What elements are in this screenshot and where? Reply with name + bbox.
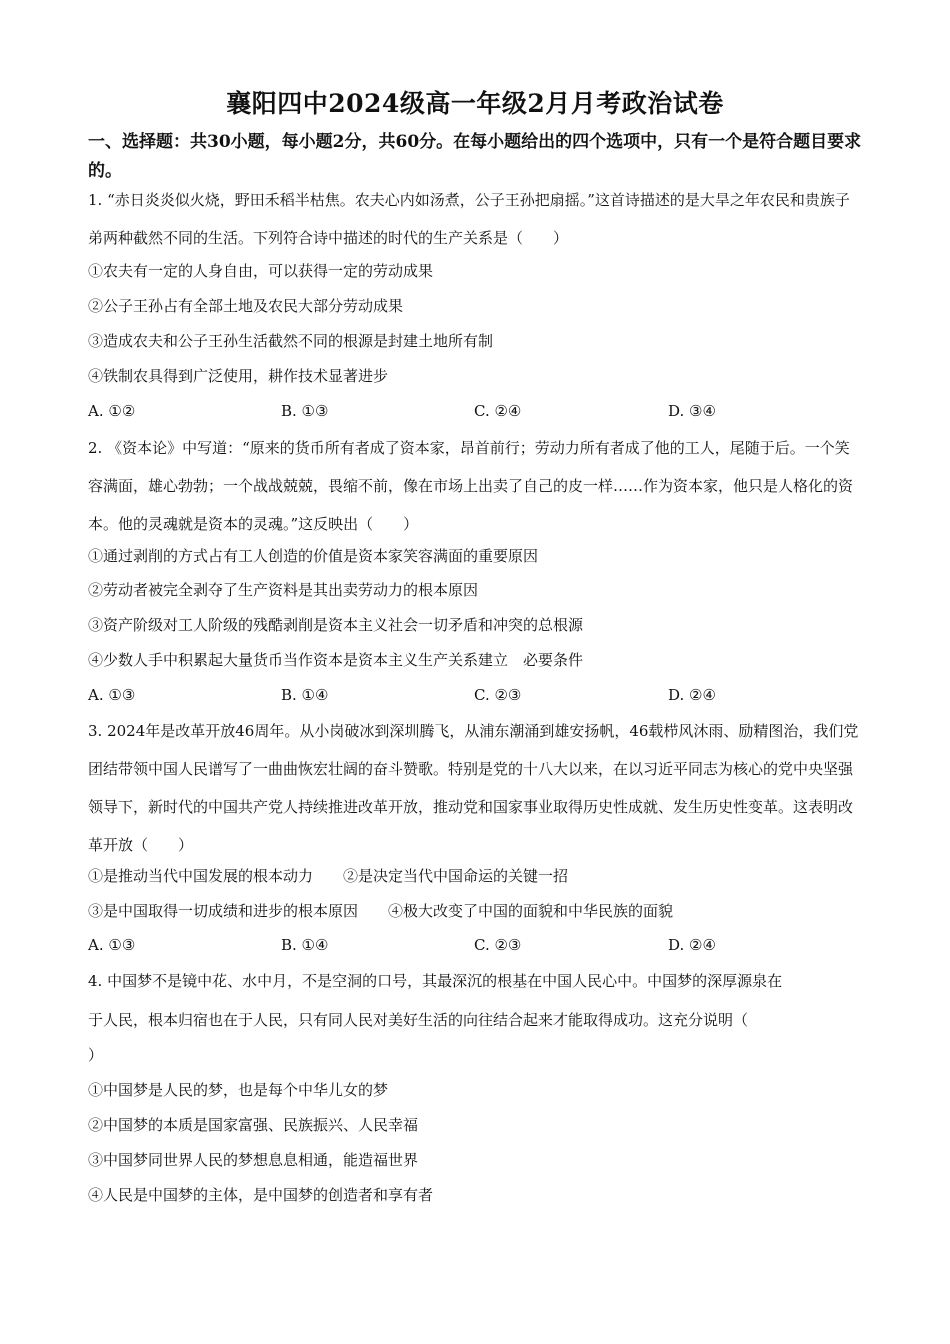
- question-4-stem-line-2: 于人民，根本归宿也在于人民，只有同人民对美好生活的向往结合起来才能取得成功。这充分说明（: [88, 1011, 749, 1029]
- question-1-option-c[interactable]: C. ②④: [474, 402, 522, 420]
- question-2-option-d[interactable]: D. ②④: [668, 686, 716, 704]
- question-2-option-a[interactable]: A. ①③: [88, 686, 136, 704]
- question-3-items-row-2: ③是中国取得一切成绩和进步的根本原因 ④极大改变了中国的面貌和中华民族的面貌: [88, 902, 674, 920]
- question-3-option-d[interactable]: D. ②④: [668, 936, 716, 954]
- page-title: 襄阳四中2024级高一年级2月月考政治试卷: [226, 89, 724, 118]
- question-1-item-2: ②公子王孙占有全部土地及农民大部分劳动成果: [88, 297, 404, 315]
- question-2-item-2: ②劳动者被完全剥夺了生产资料是其出卖劳动力的根本原因: [88, 581, 479, 599]
- question-1-option-a[interactable]: A. ①②: [88, 402, 136, 420]
- question-1-option-b[interactable]: B. ①③: [281, 402, 329, 420]
- question-4-item-3: ③中国梦同世界人民的梦想息息相通，能造福世界: [88, 1151, 419, 1169]
- question-2-item-3: ③资产阶级对工人阶级的残酷剥削是资本主义社会一切矛盾和冲突的总根源: [88, 616, 584, 634]
- question-4-stem-line-3: ）: [88, 1046, 104, 1064]
- question-2-item-1: ①通过剥削的方式占有工人创造的价值是资本家笑容满面的重要原因: [88, 547, 539, 565]
- question-2-option-b[interactable]: B. ①④: [281, 686, 329, 704]
- question-1-item-1: ①农夫有一定的人身自由，可以获得一定的劳动成果: [88, 262, 434, 280]
- question-2-stem: 2. 《资本论》中写道：“原来的货币所有者成了资本家，昂首前行；劳动力所有者成了他的工人，尾随于后。一个笑容满面，雄心勃勃；一个战战兢兢，畏缩不前，像在市场上出卖了自己的皮一样……作为资本家，他只是人格化的资本。他的灵魂就是资本的灵魂。”这反映出（ ）: [88, 439, 854, 533]
- question-4-item-4: ④人民是中国梦的主体，是中国梦的创造者和享有者: [88, 1186, 434, 1204]
- question-3-items-row-1: ①是推动当代中国发展的根本动力 ②是决定当代中国命运的关键一招: [88, 867, 569, 885]
- question-3-option-c[interactable]: C. ②③: [474, 936, 522, 954]
- question-3-stem: 3. 2024年是改革开放46周年。从小岗破冰到深圳腾飞，从浦东潮涌到雄安扬帆，46载栉风沐雨、励精图治，我们党团结带领中国人民谱写了一曲曲恢宏壮阔的奋斗赞歌。特别是党的十八大以来，在以习近平同志为核心的党中央坚强领导下，新时代的中国共产党人持续推进改革开放，推动党和国家事业取得历史性成就、发生历史性变革。这表明改革开放（ ）: [88, 722, 859, 854]
- question-3-option-b[interactable]: B. ①④: [281, 936, 329, 954]
- question-2-item-4: ④少数人手中积累起大量货币当作资本是资本主义生产关系建立 必要条件: [88, 651, 584, 669]
- question-1-item-3: ③造成农夫和公子王孙生活截然不同的根源是封建土地所有制: [88, 332, 494, 350]
- question-1-item-4: ④铁制农具得到广泛使用，耕作技术显著进步: [88, 367, 389, 385]
- question-4-item-2: ②中国梦的本质是国家富强、民族振兴、人民幸福: [88, 1116, 419, 1134]
- question-4-item-1: ①中国梦是人民的梦，也是每个中华儿女的梦: [88, 1081, 389, 1099]
- question-1-stem: 1. “赤日炎炎似火烧，野田禾稻半枯焦。农夫心内如汤煮，公子王孙把扇摇。”这首诗描述的是大旱之年农民和贵族子弟两种截然不同的生活。下列符合诗中描述的时代的生产关系是（ ）: [88, 191, 850, 247]
- question-3-option-a[interactable]: A. ①③: [88, 936, 136, 954]
- question-2-option-c[interactable]: C. ②③: [474, 686, 522, 704]
- question-1-option-d[interactable]: D. ③④: [668, 402, 716, 420]
- section-heading: 一、选择题：共30小题，每小题2分，共60分。在每小题给出的四个选项中，只有一个是符合题目要求的。: [88, 132, 862, 181]
- question-4-stem-line-1: 4. 中国梦不是镜中花、水中月，不是空洞的口号，其最深沉的根基在中国人民心中。中国梦的深厚源泉在: [88, 972, 783, 990]
